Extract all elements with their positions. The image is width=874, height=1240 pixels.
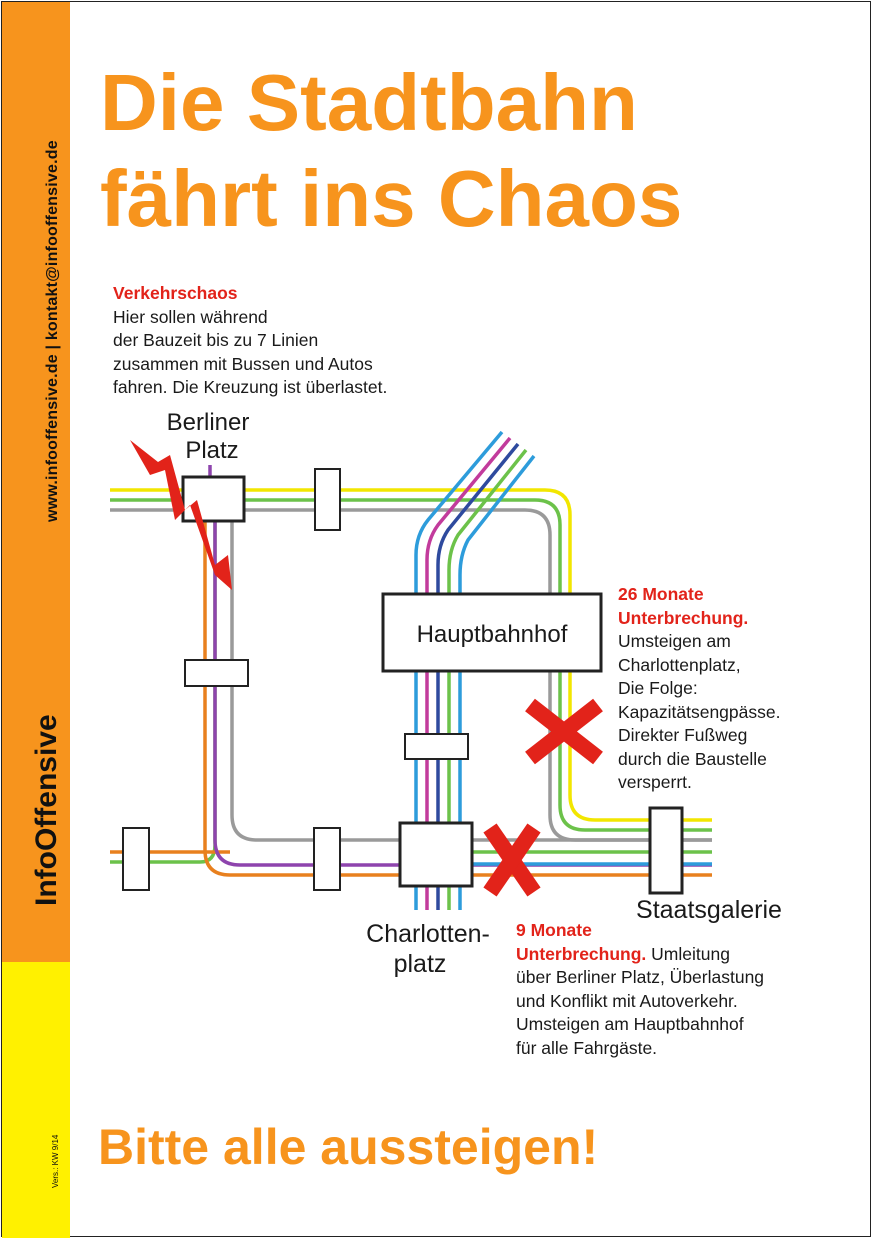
label-charlottenplatz-2: platz <box>393 950 447 978</box>
note-hbf-head-2: Unterbrechung. <box>618 607 749 628</box>
cross-charlottenplatz-icon <box>490 828 534 892</box>
label-staatsgalerie: Staatsgalerie <box>636 896 782 924</box>
note-line: Direkter Fußweg <box>618 725 748 745</box>
note-line: Kapazitätsengpässe. <box>618 701 781 722</box>
note-line: Umsteigen am <box>618 631 731 651</box>
note-line: für alle Fahrgäste. <box>516 1037 658 1058</box>
note-line: durch die Baustelle <box>618 748 767 769</box>
station-box-berliner-platz <box>183 477 244 521</box>
title-line-2: fährt ins Chaos <box>100 154 683 243</box>
note-line: Charlottenplatz, <box>618 654 741 675</box>
note-cp-line-2 <box>516 943 836 967</box>
stop-box-west-mid <box>185 660 248 686</box>
stop-box-hbf-south <box>405 734 468 759</box>
note-cp-tail-2: Umleitung <box>646 943 730 964</box>
cross-hauptbahnhof-icon <box>530 705 598 758</box>
stop-box-bottom-1 <box>314 828 340 890</box>
title-line-1: Die Stadtbahn <box>100 58 638 147</box>
note-line: Die Folge: <box>618 678 698 698</box>
note-line: und Konflikt mit Autoverkehr. <box>516 990 738 1011</box>
label-berliner-platz-2: Platz <box>185 437 239 464</box>
station-box-staatsgalerie <box>650 808 682 893</box>
station-box-charlottenplatz <box>400 823 472 886</box>
note-line: fahren. Die Kreuzung ist überlastet. <box>113 377 388 397</box>
note-hauptbahnhof-break <box>618 583 838 795</box>
stop-box-top-1 <box>315 469 340 530</box>
note-line: Hier sollen während <box>113 306 268 327</box>
note-charlottenplatz-break <box>516 919 836 1060</box>
sidebar-contact: www.infooffensive.de | kontakt@infooffensive.de <box>44 140 61 522</box>
note-line: der Bauzeit bis zu 7 Linien <box>113 330 319 350</box>
note-verkehrschaos <box>113 282 453 400</box>
note-verkehrschaos-head: Verkehrschaos <box>113 283 238 303</box>
note-cp-head-2: Unterbrechung. <box>516 943 647 964</box>
label-hauptbahnhof: Hauptbahnhof <box>416 621 568 648</box>
note-line: versperrt. <box>618 772 692 792</box>
note-cp-head-1: 9 Monate <box>516 920 592 940</box>
note-line: über Berliner Platz, Überlastung <box>516 967 765 987</box>
stop-box-west-low <box>123 828 149 890</box>
footer-slogan: Bitte alle aussteigen! <box>98 1119 599 1175</box>
sidebar-version: Vers.: KW 9/14 <box>51 1134 60 1188</box>
sidebar-brand: InfoOffensive <box>30 714 63 906</box>
label-charlottenplatz-1: Charlotten- <box>366 920 490 948</box>
label-berliner-platz-1: Berliner <box>166 409 250 436</box>
note-line: Umsteigen am Hauptbahnhof <box>516 1014 744 1034</box>
note-hbf-head-1: 26 Monate <box>618 584 704 604</box>
note-line: zusammen mit Bussen und Autos <box>113 353 373 374</box>
